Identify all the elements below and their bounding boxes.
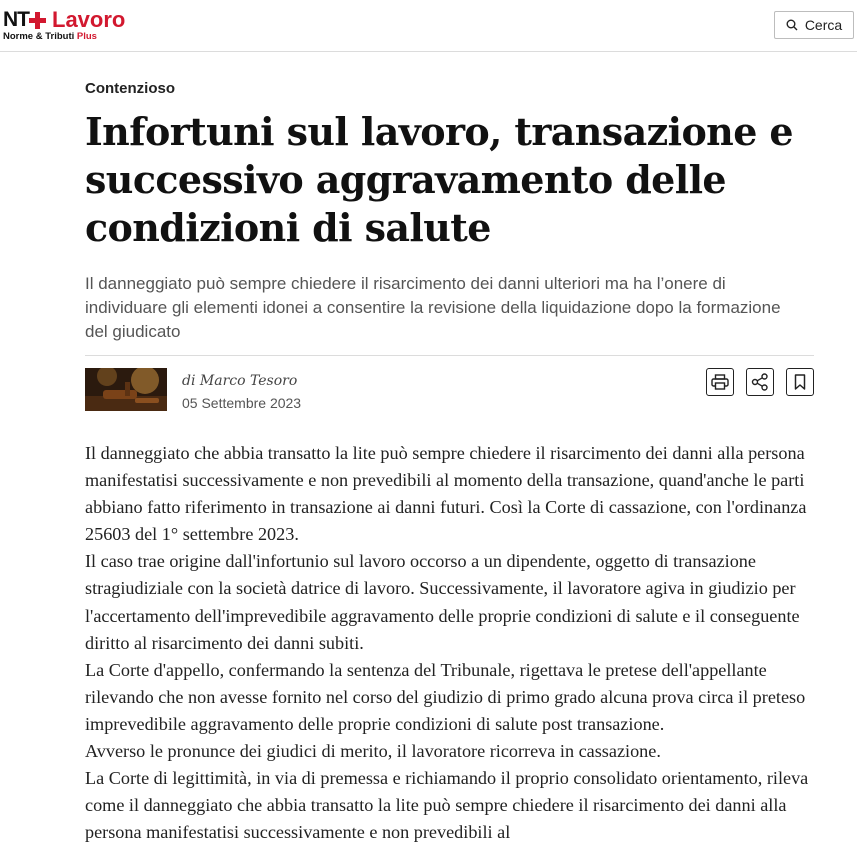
body-paragraph: Il caso trae origine dall'infortunio sul lavoro occorso a un dipendente, oggetto di transazione stragiudiziale con la società datrice di lavoro. Successivamente, il lavoratore agiva in giudizio per l'accertamento dell'imprevedibile aggravamento delle proprie condizioni di salute e il conseguente diritto al risarcimento dei danni subiti. (85, 551, 800, 653)
article-subtitle: Il danneggiato può sempre chiedere il risarcimento dei danni ulteriori ma ha l’onere di individuare gli elementi idonei a consentire la revisione della liquidazione dopo la formazione del giudicato (85, 274, 781, 341)
article-actions (706, 368, 814, 396)
logo-plus-icon (29, 12, 46, 29)
search-icon (786, 19, 798, 31)
article-thumbnail (85, 368, 167, 411)
article-title: Infortuni sul lavoro, transazione e successivo aggravamento delle condizioni di salute (85, 109, 793, 250)
share-button[interactable] (746, 368, 774, 396)
search-label: Cerca (804, 17, 843, 33)
body-paragraph: La Corte di legittimità, in via di premessa e richiamando il proprio consolidato orientamento, rileva come il danneggiato che abbia transatto la lite può sempre chiedere il risarcimento dei danni alla persona manifestatisi successivamente e non prevedibili al (85, 768, 809, 843)
article-date: 05 Settembre 2023 (182, 395, 302, 411)
print-button[interactable] (706, 368, 734, 396)
body-paragraph: La Corte d'appello, confermando la sentenza del Tribunale, rigettava le pretese dell'appellante rilevando che non avesse fornito nel corso del giudizio di primo grado alcuna prova circa il preteso imprevedibile aggravamento delle proprie condizioni di salute post transazione. (85, 659, 806, 734)
byline (182, 372, 301, 412)
site-header (0, 0, 857, 52)
gavel-image (85, 368, 167, 411)
bookmark-icon (794, 374, 806, 390)
bookmark-button[interactable] (786, 368, 814, 396)
logo-nt-text: NT (3, 8, 29, 31)
body-paragraph: Il danneggiato che abbia transatto la lite può sempre chiedere il risarcimento dei danni alla persona manifestatisi successivamente e non prevedibili al momento della transazione, quand'anche le parti abbiano fatto riferimento in transazione ai danni futuri. Così la Corte di cassazione, con l'ordinanza 25603 del 1° settembre 2023. (85, 443, 807, 545)
article-author[interactable]: di Marco Tesoro (182, 373, 298, 389)
article-category[interactable]: Contenzioso (85, 80, 175, 97)
share-icon (751, 373, 769, 391)
article-body (85, 440, 814, 846)
logo-sub-text: Norme & Tributi (3, 31, 75, 42)
search-button[interactable] (774, 11, 854, 39)
print-icon (711, 374, 729, 390)
logo-sub-plus: Plus (76, 31, 97, 42)
site-logo[interactable] (3, 9, 125, 43)
logo-section-name: Lavoro (52, 7, 126, 32)
body-paragraph: Avverso le pronunce dei giudici di merito, il lavoratore ricorreva in cassazione. (85, 741, 661, 762)
divider (85, 355, 814, 356)
logo-subtitle (3, 31, 125, 43)
